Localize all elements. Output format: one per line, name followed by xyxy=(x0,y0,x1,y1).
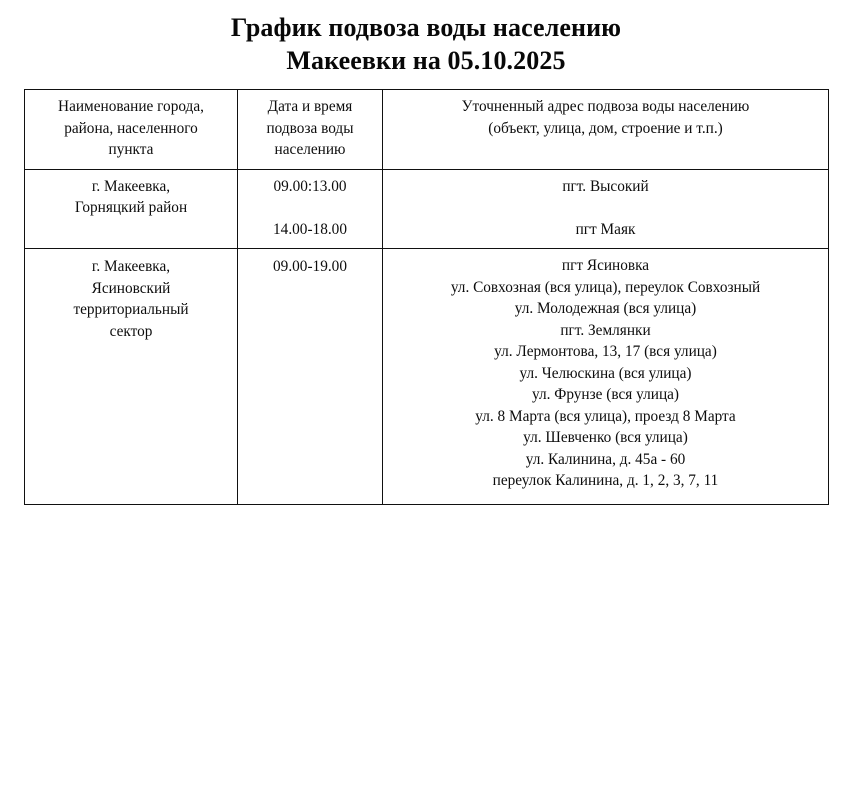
row-2-address-line-1: пгт Ясиновка xyxy=(561,257,650,274)
row-1-time-line-1: 09.00:13.00 xyxy=(273,177,347,195)
row-2-address xyxy=(383,249,829,505)
column-header-place-line-3: пункта xyxy=(108,141,154,158)
row-2-time xyxy=(238,249,383,505)
table-row xyxy=(25,169,829,249)
row-1-place-line-1: г. Макеевка, xyxy=(91,177,171,195)
page-title xyxy=(0,11,852,77)
column-header-address-line-2: (объект, улица, дом, строение и т.п.) xyxy=(488,119,723,137)
row-2-address-line-3: ул. Молодежная (вся улица) xyxy=(514,300,697,317)
row-2-address-line-9: ул. Шевченко (вся улица) xyxy=(523,429,688,446)
column-header-time xyxy=(238,90,383,170)
row-2-address-line-4: пгт. Землянки xyxy=(560,321,651,339)
row-1-address-line-1: пгт. Высокий xyxy=(562,177,649,195)
column-header-place xyxy=(25,90,238,170)
page-title-line-2: Макеевки на 05.10.2025 xyxy=(286,46,566,75)
row-1-address-line-2: пгт Маяк xyxy=(575,220,636,238)
row-2-address-line-8: ул. 8 Марта (вся улица), проезд 8 Марта xyxy=(475,407,736,425)
water-delivery-schedule-table xyxy=(24,89,829,505)
column-header-time-line-1: Дата и время xyxy=(267,98,353,115)
row-2-address-line-6: ул. Челюскина (вся улица) xyxy=(519,364,692,382)
row-1-address xyxy=(383,169,829,249)
row-2-address-line-7: ул. Фрунзе (вся улица) xyxy=(531,386,680,403)
row-2-address-line-10: ул. Калинина, д. 45а - 60 xyxy=(525,450,686,468)
row-2-place-line-3: территориальный xyxy=(73,301,189,318)
table-header-row xyxy=(25,90,829,170)
row-2-address-line-5: ул. Лермонтова, 13, 17 (вся улица) xyxy=(494,343,717,360)
table-row xyxy=(25,249,829,505)
row-2-place-line-2: Ясиновский xyxy=(91,279,171,297)
page-title-line-1: График подвоза воды населению xyxy=(230,13,622,42)
row-2-address-line-11: переулок Калинина, д. 1, 2, 3, 7, 11 xyxy=(492,472,719,489)
row-1-time-line-2: 14.00-18.00 xyxy=(273,220,347,238)
column-header-address xyxy=(383,90,829,170)
column-header-address-line-1: Уточненный адрес подвоза воды населению xyxy=(461,98,750,115)
row-2-place-line-4: сектор xyxy=(109,322,153,340)
row-1-place-line-2: Горняцкий район xyxy=(74,199,188,216)
row-2-place-line-1: г. Макеевка, xyxy=(91,258,171,275)
column-header-time-line-2: подвоза воды xyxy=(266,119,354,137)
column-header-time-line-3: населению xyxy=(274,141,346,158)
row-1-address-spacer xyxy=(389,197,822,219)
row-1-time-spacer xyxy=(244,197,376,219)
column-header-place-line-2: района, населенного xyxy=(64,119,198,137)
row-1-place xyxy=(25,169,238,249)
row-2-time-line-1: 09.00-19.00 xyxy=(273,258,347,275)
row-2-address-line-2: ул. Совхозная (вся улица), переулок Совхозный xyxy=(450,278,761,296)
column-header-place-line-1: Наименование города, xyxy=(58,98,204,115)
row-2-place xyxy=(25,249,238,505)
row-1-time xyxy=(238,169,383,249)
